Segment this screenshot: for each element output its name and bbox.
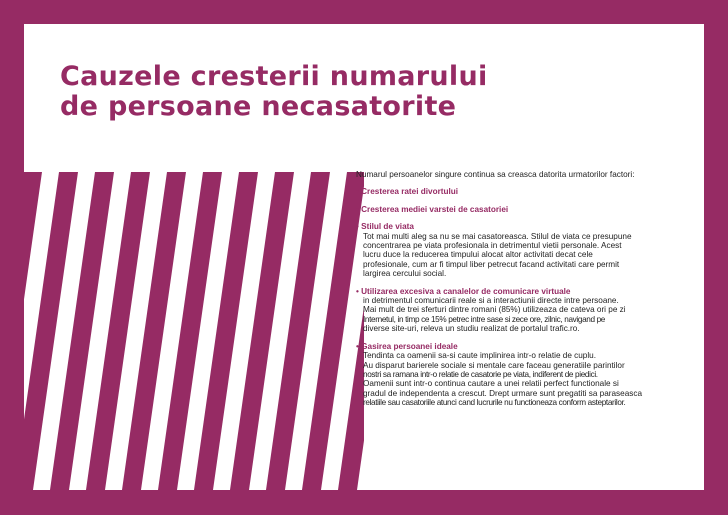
title-line-1: Cauzele cresterii numarului xyxy=(60,61,488,92)
factor-description-line: Au disparut barierele sociale si mentale care faceau generatiile parintilor xyxy=(363,360,625,370)
factor-title: • Stilul de viata xyxy=(356,222,414,232)
factor-description-line: gradul de independenta a crescut. Drept urmare sunt pregatiti sa paraseasca xyxy=(363,388,642,398)
factor-item xyxy=(356,205,656,214)
factor-description-line: Tendinta ca oamenii sa-si caute implinirea intr-o relatie de cuplu. xyxy=(363,351,597,361)
factor-description-line: profesionale, cum ar fi timpul liber petrecut facand activitati care permit xyxy=(363,259,620,269)
page-title xyxy=(60,62,488,122)
factor-description-line: largirea cercului social. xyxy=(363,269,447,279)
diagonal-stripes-decoration xyxy=(24,172,364,490)
title-line-2: de persoane necasatorite xyxy=(60,91,457,122)
factor-description xyxy=(356,351,656,407)
factor-item xyxy=(356,222,656,278)
factor-description-line: diverse site-uri, releva un studiu realizat de portalul trafic.ro. xyxy=(363,324,580,334)
intro-text: Numarul persoanelor singure continua sa creasca datorita urmatorilor factori: xyxy=(356,170,635,179)
factor-description-line: lucru duce la reducerea timpului alocat altor activitati decat cele xyxy=(363,250,593,260)
factor-description-line: concentrarea pe viata profesionala in detrimentul vietii personale. Acest xyxy=(363,241,622,251)
factor-item xyxy=(356,287,656,334)
factor-description-line: Mai mult de trei sferturi dintre romani (85%) utilizeaza de cateva ori pe zi xyxy=(363,305,626,315)
factor-description-line: in detrimentul comunicarii reale si a interactiunii directe intre persoane. xyxy=(363,296,619,306)
factor-title: • Gasirea persoanei ideale xyxy=(356,341,458,351)
factor-title: • Cresterea mediei varstei de casatoriei xyxy=(356,204,509,214)
factor-list xyxy=(356,187,656,407)
factor-item xyxy=(356,342,656,408)
factor-description-line: Tot mai multi aleg sa nu se mai casatoreasca. Stilul de viata ce presupune xyxy=(363,231,632,241)
factor-title: • Utilizarea excesiva a canalelor de comunicare virtuale xyxy=(356,286,571,296)
factor-description xyxy=(356,296,656,334)
factor-description-line: Internetul, in timp ce 15% petrec intre sase si zece ore, zilnic, navigand pe xyxy=(363,314,606,324)
content-column xyxy=(356,170,656,416)
factor-item xyxy=(356,187,656,196)
slide xyxy=(24,24,704,490)
factor-description-line: relatiile sau casatoriile atunci cand lucrurile nu functioneaza conform asteptarilor. xyxy=(363,398,626,408)
factor-description xyxy=(356,232,656,279)
factor-title: • Cresterea ratei divortului xyxy=(356,187,459,197)
factor-description-line: nostri sa ramana intr-o relatie de casatorie pe viata, indiferent de piedici. xyxy=(363,369,598,379)
factor-description-line: Oamenii sunt intr-o continua cautare a unei relatii perfect functionale si xyxy=(363,379,619,389)
